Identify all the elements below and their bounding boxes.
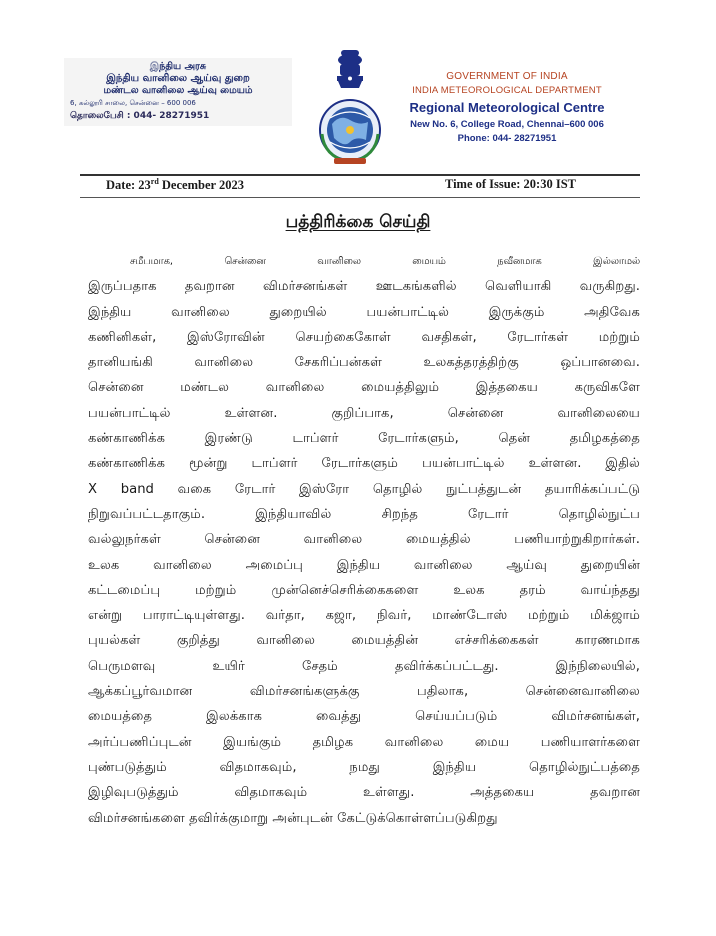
body-line: என்று பாராட்டியுள்ளது. வர்தா, கஜா, நிவர், மாண்டோஸ் மற்றும் மிக்ஜாம்: [88, 608, 640, 624]
dateline: [106, 177, 576, 193]
body-line: சமீபமாக, சென்னை வானிலை மையம் நவீனமாக இல்லாமல்: [130, 256, 640, 267]
body-line: உலக வானிலை அமைப்பு இந்திய வானிலை ஆய்வு துறையின்: [88, 557, 640, 573]
english-address-text: New No. 6, College Road, Chennai–600 006: [410, 119, 604, 130]
body-line: புண்படுத்தும் விதமாகவும், நமது இந்திய தொழில்நுட்பத்தை: [88, 759, 640, 775]
tamil-phone-line: தொலைபேசி : 044- 28271951: [70, 111, 210, 121]
body-line: அர்ப்பணிப்புடன் இயங்கும் தமிழக வானிலை மைய பணியாளர்களை: [88, 734, 640, 750]
body-line: X band வகை ரேடார் இஸ்ரோ தொழில் நுட்பத்துடன் தயாரிக்கப்பட்டு: [88, 481, 640, 497]
tamil-letterhead: [64, 58, 292, 126]
header-divider-top: [80, 174, 640, 176]
body-line: ஆக்கப்பூர்வமான விமர்சனங்களுக்கு பதிலாக, சென்னைவானிலை: [88, 684, 640, 700]
tamil-centre-line: மண்டல வானிலை ஆய்வு மையம்: [103, 85, 253, 96]
issue-time: Time of Issue: 20:30 IST: [444, 177, 576, 191]
body-line: நிறுவப்பட்டதாகும். இந்தியாவில் சிறந்த ரேடார் தொழில்நுட்ப: [88, 506, 640, 522]
body-line: இழிவுபடுத்தும் விதமாகவும் உள்ளது. அத்தகைய தவறான: [88, 785, 640, 801]
press-release-title: பத்திரிக்கை செய்தி: [285, 212, 431, 232]
regional-centre-text: Regional Meteorological Centre: [409, 100, 605, 115]
header-divider-bottom: [80, 197, 640, 198]
body-line: விமர்சனங்களை தவிர்க்குமாறு அன்புடன் கேட்டுக்கொள்ளப்படுகிறது: [88, 810, 498, 826]
body-line: பயன்பாட்டில் உள்ளன. குறிப்பாக, சென்னை வானிலையை: [88, 405, 640, 421]
body-line: தானியங்கி வானிலை சேகரிப்பன்கள் உலகத்தரத்திற்கு ஒப்பானவை.: [88, 355, 640, 371]
tamil-dept-line: இந்திய வானிலை ஆய்வு துறை: [106, 73, 250, 84]
body-line: கண்காணிக்க மூன்று டாப்ளர் ரேடார்களும் பயன்பாட்டில் உள்ளன. இதில்: [88, 456, 640, 472]
press-release-body: [88, 249, 640, 831]
body-line: இருப்பதாக தவறான விமர்சனங்கள் ஊடகங்களில் வெளியாகி வருகிறது.: [88, 279, 640, 295]
govt-of-india-text: GOVERNMENT OF INDIA: [446, 71, 568, 82]
imd-text: INDIA METEOROLOGICAL DEPARTMENT: [412, 85, 602, 96]
body-line: வல்லுநர்கள் சென்னை வானிலை மையத்தில் பணியாற்றுகிறார்கள்.: [88, 532, 640, 548]
body-line: சென்னை மண்டல வானிலை மையத்திலும் இத்தகைய கருவிகளே: [88, 380, 640, 396]
body-line: மையத்தை இலக்காக வைத்து செய்யப்படும் விமர்சனங்கள்,: [88, 709, 640, 725]
body-line: கணினிகள், இஸ்ரோவின் செயற்கைகோள் வசதிகள், ரேடார்கள் மற்றும்: [88, 329, 640, 345]
body-line: கட்டமைப்பு மற்றும் முன்னெச்செரிக்கைகளை உலக தரம் வாய்ந்தது: [88, 582, 640, 598]
body-line: இந்திய வானிலை துறையில் பயன்பாட்டில் இருக்கும் அதிவேக: [88, 304, 640, 320]
body-line: புயல்கள் குறித்து வானிலை மையத்தின் எச்சரிக்கைகள் காரணமாக: [88, 633, 640, 649]
tamil-address-line: 6, கல்லூரி சாலை, சென்னை – 600 006: [70, 99, 196, 107]
body-line: கண்காணிக்க இரண்டு டாப்ளர் ரேடார்களும், தென் தமிழகத்தை: [88, 431, 640, 447]
tamil-govt-line: இந்திய அரசு: [149, 61, 207, 72]
imd-emblem-icon: [310, 44, 390, 176]
english-phone-text: Phone: 044- 28271951: [457, 133, 557, 144]
english-letterhead: [398, 70, 616, 146]
lion-capital-icon: [337, 50, 363, 88]
body-line: பெருமளவு உயிர் சேதம் தவிர்க்கப்பட்டது. இந்நிலையில்,: [88, 658, 640, 674]
issue-date: Date: 23rd December 2023: [106, 177, 244, 193]
